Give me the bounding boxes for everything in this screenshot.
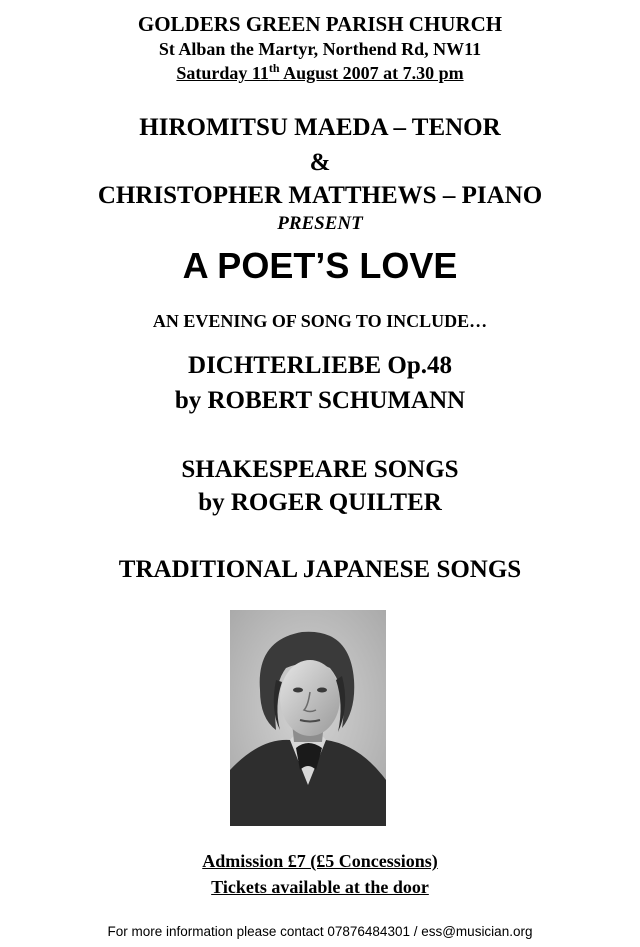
tenor-line: HIROMITSU MAEDA – TENOR	[139, 114, 501, 141]
ticket-info: Tickets available at the door	[211, 877, 429, 897]
date-rest: August 2007 at 7.30 pm	[279, 63, 464, 83]
program-work-2: SHAKESPEARE SONGS	[181, 456, 459, 483]
event-date	[0, 63, 640, 84]
contact-footer: For more information please contact 07876484301 / ess@musician.org	[107, 924, 533, 939]
evening-subtitle: AN EVENING OF SONG TO INCLUDE…	[152, 311, 488, 331]
admission-price: Admission £7 (£5 Concessions)	[202, 851, 438, 871]
piano-line: CHRISTOPHER MATTHEWS – PIANO	[97, 182, 543, 209]
schumann-portrait	[230, 610, 386, 826]
present-label: PRESENT	[277, 213, 363, 234]
event-date-text	[176, 63, 463, 83]
program-work-3: TRADITIONAL JAPANESE SONGS	[118, 556, 522, 583]
program-composer-1: by ROBERT SCHUMANN	[174, 387, 466, 414]
venue-address: St Alban the Martyr, Northend Rd, NW11	[158, 39, 482, 59]
date-ordinal: th	[268, 61, 280, 75]
program-composer-2: by ROGER QUILTER	[198, 489, 442, 516]
concert-title: A POET’S LOVE	[182, 245, 458, 286]
church-name: GOLDERS GREEN PARISH CHURCH	[137, 12, 503, 36]
ampersand: &	[309, 149, 331, 176]
date-day: Saturday 11	[176, 63, 269, 83]
program-work-1: DICHTERLIEBE Op.48	[188, 352, 452, 379]
